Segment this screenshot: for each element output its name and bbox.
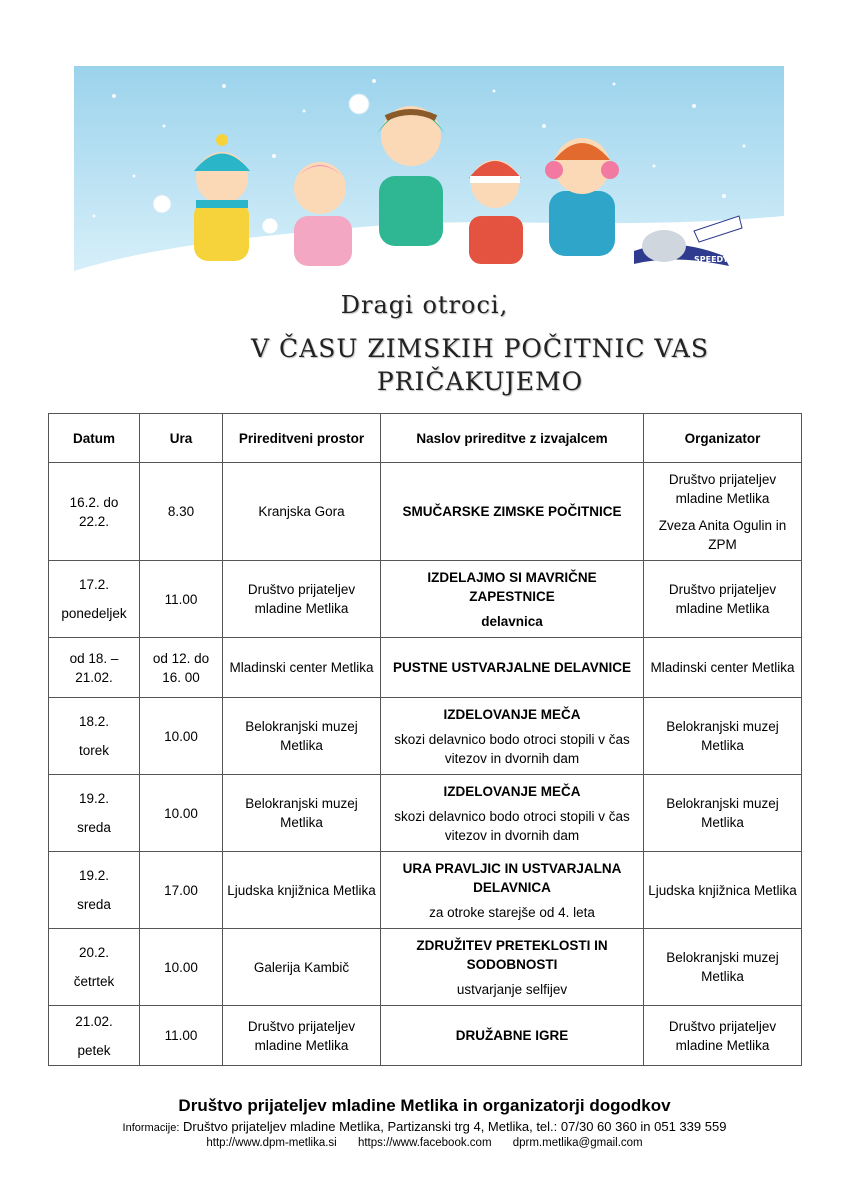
- venue-line: Društvo prijateljev mladine Metlika: [247, 1018, 356, 1053]
- cell-event-title: [381, 1006, 644, 1066]
- time-line: 11.00: [164, 1028, 198, 1043]
- venue-line: Društvo prijateljev mladine Metlika: [247, 582, 356, 616]
- cell-venue: [223, 698, 381, 775]
- time-line: 10.00: [164, 959, 198, 975]
- cell-organizer: [644, 852, 802, 929]
- cell-time: [140, 852, 223, 929]
- cell-event-title: [381, 463, 644, 561]
- cell-venue: [223, 638, 381, 698]
- event-note: za otroke starejše od 4. leta: [429, 904, 595, 920]
- cell-date: [49, 561, 140, 638]
- organizer-line: Ljudska knjižnica Metlika: [648, 882, 797, 898]
- date-line: četrtek: [73, 974, 115, 989]
- footer-info: [0, 1119, 849, 1134]
- cell-venue: [223, 463, 381, 561]
- date-line: sreda: [77, 897, 111, 912]
- venue-line: Kranjska Gora: [258, 504, 345, 519]
- cell-event-title: [381, 638, 644, 698]
- column-header-venue: Prireditveni prostor: [223, 414, 381, 463]
- organizer-line: Društvo prijateljev mladine Metlika: [668, 1018, 777, 1053]
- cell-date: [49, 775, 140, 852]
- cell-date: [49, 638, 140, 698]
- cell-event-title: [381, 929, 644, 1006]
- event-title: IZDELOVANJE MEČA: [443, 706, 581, 722]
- cell-event-title: [381, 698, 644, 775]
- cell-event-title: [381, 561, 644, 638]
- event-title: SMUČARSKE ZIMSKE POČITNICE: [402, 504, 622, 519]
- date-line: 19.2.: [78, 868, 110, 883]
- cell-time: [140, 698, 223, 775]
- time-line: 10.00: [164, 805, 198, 821]
- time-line: 16. 00: [162, 669, 200, 685]
- events-table-body: [49, 463, 802, 1066]
- footer-info-label: Informacije:: [122, 1122, 180, 1134]
- date-line: 16.2. do: [69, 494, 119, 510]
- venue-line: Belokranjski muzej Metlika: [245, 796, 358, 830]
- date-line: 21.02.: [75, 1013, 113, 1029]
- cell-venue: [223, 775, 381, 852]
- time-line: 17.00: [164, 882, 198, 898]
- table-row: [49, 638, 802, 698]
- table-row: [49, 463, 802, 561]
- cell-time: [140, 463, 223, 561]
- cell-time: [140, 929, 223, 1006]
- cell-organizer: [644, 1006, 802, 1066]
- date-line: 19.2.: [78, 791, 110, 806]
- organizer-line: Belokranjski muzej Metlika: [666, 950, 779, 984]
- organizer-line: Društvo prijateljev mladine Metlika: [668, 582, 777, 616]
- time-line: 11.00: [164, 591, 198, 607]
- event-title: IZDELAJMO SI MAVRIČNE ZAPESTNICE: [427, 569, 597, 604]
- cell-organizer: [644, 638, 802, 698]
- cell-event-title: [381, 852, 644, 929]
- date-line: ponedeljek: [61, 606, 127, 621]
- table-row: [49, 929, 802, 1006]
- cell-time: [140, 638, 223, 698]
- column-header-title: Naslov prireditve z izvajalcem: [381, 414, 644, 463]
- column-header-time: Ura: [140, 414, 223, 463]
- table-row: [49, 698, 802, 775]
- table-row: [49, 775, 802, 852]
- table-row: [49, 561, 802, 638]
- time-line: 10.00: [164, 728, 198, 744]
- footer-website-link[interactable]: http://www.dpm-metlika.si: [206, 1137, 337, 1149]
- greeting-heading: Dragi otroci,: [340, 291, 509, 319]
- date-line: sreda: [77, 820, 111, 835]
- cell-time: [140, 561, 223, 638]
- cell-date: [49, 463, 140, 561]
- headline-heading: V ČASU ZIMSKIH POČITNIC VAS PRIČAKUJEMO: [251, 334, 709, 396]
- table-row: [49, 1006, 802, 1066]
- venue-line: Galerija Kambič: [253, 959, 350, 975]
- cell-organizer: [644, 775, 802, 852]
- cell-organizer: [644, 929, 802, 1006]
- organizer-line: Mladinski center Metlika: [650, 660, 795, 675]
- cell-date: [49, 1006, 140, 1066]
- organizer-line: Zveza Anita Ogulin in ZPM: [658, 517, 787, 552]
- event-title: IZDELOVANJE MEČA: [443, 783, 581, 799]
- event-note: delavnica: [481, 613, 543, 629]
- venue-line: Mladinski center Metlika: [229, 660, 374, 675]
- footer-info-text: Društvo prijateljev mladine Metlika, Partizanski trg 4, Metlika, tel.: 07/30 60 360 in 051 339 559: [183, 1119, 727, 1134]
- date-line: 21.02.: [75, 669, 113, 685]
- date-line: 22.2.: [78, 513, 110, 529]
- event-title: DRUŽABNE IGRE: [455, 1028, 569, 1043]
- event-note: skozi delavnico bodo otroci stopili v čas vitezov in dvornih dam: [394, 808, 630, 843]
- organizer-line: Belokranjski muzej Metlika: [666, 719, 779, 753]
- cell-date: [49, 852, 140, 929]
- cell-venue: [223, 561, 381, 638]
- event-title: URA PRAVLJIC IN USTVARJALNA DELAVNICA: [402, 860, 622, 895]
- cell-date: [49, 698, 140, 775]
- cell-time: [140, 1006, 223, 1066]
- footer-links: [0, 1137, 849, 1149]
- venue-line: Ljudska knjižnica Metlika: [227, 882, 376, 898]
- date-line: 20.2.: [78, 945, 110, 960]
- event-note: ustvarjanje selfijev: [456, 981, 568, 997]
- event-title: PUSTNE USTVARJALNE DELAVNICE: [392, 660, 632, 675]
- table-row: [49, 852, 802, 929]
- cell-time: [140, 775, 223, 852]
- sled-speedy-label: SPEEDY: [694, 255, 729, 264]
- time-line: od 12. do: [152, 650, 210, 666]
- events-table: [48, 413, 802, 1066]
- date-line: petek: [77, 1042, 111, 1058]
- table-header-row: [49, 414, 802, 463]
- cell-venue: [223, 929, 381, 1006]
- cell-event-title: [381, 775, 644, 852]
- cell-organizer: [644, 698, 802, 775]
- cell-venue: [223, 852, 381, 929]
- date-line: 17.2.: [78, 577, 110, 592]
- event-note: skozi delavnico bodo otroci stopili v čas vitezov in dvornih dam: [394, 731, 630, 766]
- footer-facebook-link[interactable]: https://www.facebook.com: [357, 1137, 492, 1149]
- date-line: od 18. –: [69, 650, 119, 666]
- column-header-organizer: Organizator: [644, 414, 802, 463]
- organizer-line: Belokranjski muzej Metlika: [666, 796, 779, 830]
- footer-email-link[interactable]: dprm.metlika@gmail.com: [512, 1137, 643, 1149]
- cell-organizer: [644, 561, 802, 638]
- cell-venue: [223, 1006, 381, 1066]
- organizer-line: Društvo prijateljev mladine Metlika: [668, 471, 777, 506]
- time-line: 8.30: [167, 504, 195, 519]
- cell-organizer: [644, 463, 802, 561]
- footer-title: Društvo prijateljev mladine Metlika in organizatorji dogodkov: [178, 1096, 671, 1115]
- date-line: torek: [78, 743, 109, 758]
- date-line: 18.2.: [78, 714, 110, 729]
- event-title: ZDRUŽITEV PRETEKLOSTI IN SODOBNOSTI: [416, 937, 608, 972]
- winter-banner-illustration: [74, 66, 784, 280]
- child-blue-illustration: [545, 138, 619, 256]
- cell-date: [49, 929, 140, 1006]
- venue-line: Belokranjski muzej Metlika: [245, 719, 358, 753]
- column-header-date: Datum: [49, 414, 140, 463]
